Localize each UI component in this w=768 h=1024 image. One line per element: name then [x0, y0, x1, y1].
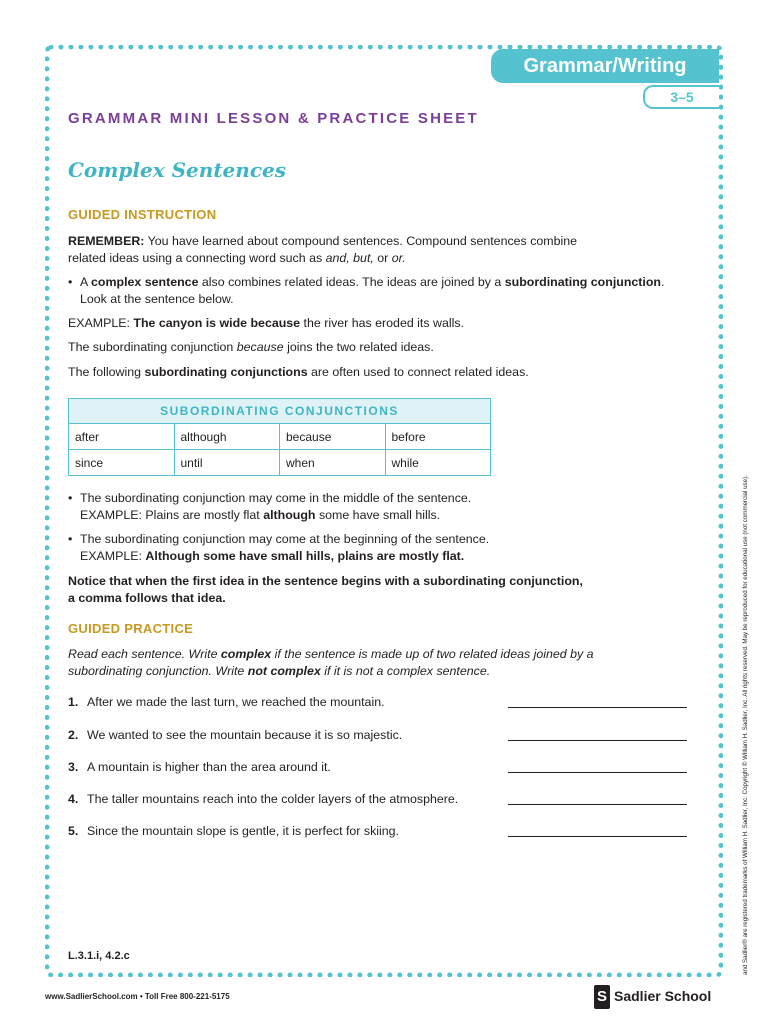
notice-line-1: Notice that when the first idea in the sentence begins with a subordinating conjunction, [68, 574, 583, 588]
practice-item [68, 728, 688, 748]
logo-text: Sadlier School [614, 988, 712, 1004]
practice-instructions [68, 646, 598, 680]
instr-text-e: if it is not a complex sentence. [320, 664, 491, 678]
following-conjunctions-intro [68, 364, 688, 381]
guided-practice-heading: GUIDED PRACTICE [68, 621, 194, 636]
item-number: 1. [68, 695, 79, 709]
bullet2-example-c: some have small hills. [315, 508, 441, 522]
table-cell: before [385, 424, 491, 450]
footer-contact: www.SadlierSchool.com • Toll Free 800-221-5175 [45, 992, 230, 1001]
copyright-notice: and Sadlier® are registered trademarks of William H. Sadlier, Inc. Copyright © William H. Sadlier, Inc. All rights reserved. May be reproduced for educational use (not commercial use). [742, 475, 749, 975]
practice-item [68, 760, 688, 780]
item-number: 4. [68, 792, 79, 806]
remember-or-word: or. [391, 251, 406, 265]
remember-text: You have learned about compound sentences. Compound sentences combine related ideas using a connecting word such as [68, 234, 578, 265]
sub-text-b: because [236, 340, 284, 354]
follow-text-c: are often used to connect related ideas. [307, 365, 529, 379]
answer-line[interactable] [508, 804, 687, 805]
sub-text-a: The subordinating conjunction [68, 340, 237, 354]
table-cell: until [174, 450, 280, 476]
instr-text-c: if the sentence is made up of two related ideas joined by a subordinating conjunction. Write [68, 647, 594, 678]
grade-badge: 3–5 [643, 85, 719, 109]
table-cell: although [174, 424, 280, 450]
conjunctions-table [68, 398, 491, 476]
example-text-b: because [250, 316, 301, 330]
answer-line[interactable] [508, 836, 687, 837]
item-text: We wanted to see the mountain because it is so majestic. [87, 728, 403, 742]
bullet3-example-label: EXAMPLE: [80, 549, 146, 563]
item-text: A mountain is higher than the area around it. [87, 760, 331, 774]
item-number: 3. [68, 760, 79, 774]
remember-or: or [373, 251, 392, 265]
bullet1-text-e: . Look at the sentence below. [80, 275, 665, 306]
subject-tab: Grammar/Writing [491, 49, 719, 83]
instr-text-b: complex [220, 647, 272, 661]
instr-text-d: not complex [247, 664, 321, 678]
middle-position-bullet: • The subordinating conjunction may come in the middle of the sentence. EXAMPLE: Plains are mostly flat although some have small hills. [68, 491, 472, 522]
bullet3-example-b: some have small hills, plains are mostly flat. [199, 549, 465, 563]
item-text: The taller mountains reach into the colder layers of the atmosphere. [87, 792, 459, 806]
comma-notice [68, 573, 688, 607]
complex-sentence-bullet: • A complex sentence also combines related ideas. The ideas are joined by a subordinating conjunction. Look at the sentence below. [68, 275, 665, 306]
because-explanation [68, 339, 688, 356]
table-row [69, 424, 491, 450]
bullet2-example-a: Plains are mostly flat [145, 508, 264, 522]
remember-label: REMEMBER: [68, 234, 145, 248]
bullet1-text-b: complex sentence [91, 275, 199, 289]
table-cell: because [280, 424, 386, 450]
answer-line[interactable] [508, 772, 687, 773]
table-cell: while [385, 450, 491, 476]
bullet2-text: The subordinating conjunction may come in the middle of the sentence. [80, 491, 472, 505]
bullet2-example-b: although [263, 508, 316, 522]
conjunctions-table-heading: SUBORDINATING CONJUNCTIONS [69, 399, 491, 424]
bullet3-text: The subordinating conjunction may come at the beginning of the sentence. [80, 532, 490, 546]
bullet2-example-label: EXAMPLE: [80, 508, 146, 522]
answer-line[interactable] [508, 740, 687, 741]
remember-paragraph [68, 233, 608, 267]
bullet1-text-d: subordinating conjunction [504, 275, 661, 289]
remember-words: and, but, [325, 251, 374, 265]
example-label: EXAMPLE: [68, 316, 134, 330]
practice-item [68, 695, 688, 715]
follow-text-b: subordinating conjunctions [144, 365, 308, 379]
instr-text-a: Read each sentence. Write [68, 647, 221, 661]
practice-item [68, 824, 688, 844]
example-canyon [68, 315, 688, 332]
item-number: 5. [68, 824, 79, 838]
practice-item [68, 792, 688, 812]
item-number: 2. [68, 728, 79, 742]
notice-line-2: a comma follows that idea. [68, 591, 226, 605]
follow-text-a: The following [68, 365, 145, 379]
item-text: Since the mountain slope is gentle, it is perfect for skiing. [87, 824, 399, 838]
worksheet-header: GRAMMAR MINI LESSON & PRACTICE SHEET [68, 110, 479, 127]
item-text: After we made the last turn, we reached the mountain. [87, 695, 385, 709]
example-text-a: The canyon is wide [133, 316, 251, 330]
beginning-position-bullet: • The subordinating conjunction may come at the beginning of the sentence. EXAMPLE: Although some have small hills, plains are mostly flat. [68, 532, 490, 563]
bullet1-text-a: A [80, 275, 92, 289]
page-title: Complex Sentences [68, 158, 286, 182]
table-row [69, 450, 491, 476]
table-cell: since [69, 450, 175, 476]
table-cell: when [280, 450, 386, 476]
sadlier-logo [594, 982, 711, 1010]
answer-line[interactable] [508, 707, 687, 708]
example-text-c: the river has eroded its walls. [300, 316, 464, 330]
table-cell: after [69, 424, 175, 450]
standards-code: L.3.1.i, 4.2.c [68, 950, 130, 962]
guided-instruction-heading: GUIDED INSTRUCTION [68, 207, 217, 222]
bullet1-text-c: also combines related ideas. The ideas are joined by a [198, 275, 505, 289]
bullet3-example-a: Although [145, 549, 200, 563]
sadlier-logo-icon: S [594, 985, 610, 1009]
sub-text-c: joins the two related ideas. [283, 340, 434, 354]
